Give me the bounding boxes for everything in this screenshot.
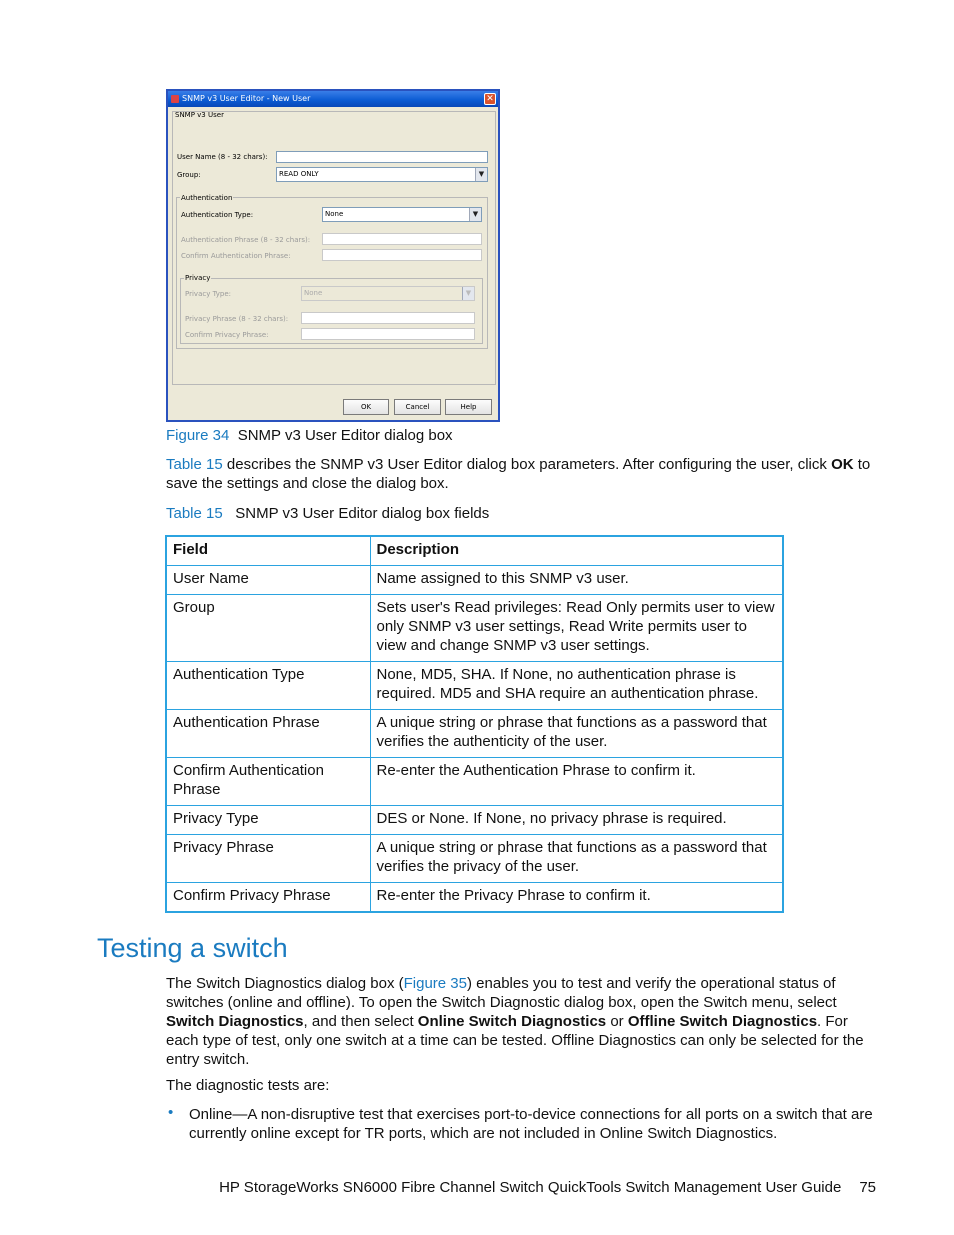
section-heading: Testing a switch [97, 933, 288, 963]
snmp-v3-user-group-label: SNMP v3 User [175, 111, 224, 119]
menu-item-name: Online Switch Diagnostics [417, 1013, 607, 1030]
menu-item-name: Switch Diagnostics [166, 1013, 304, 1030]
description-cell: Re-enter the Privacy Phrase to confirm it. [370, 883, 783, 913]
auth-type-label: Authentication Type: [181, 211, 254, 219]
table-link[interactable]: Table 15 [166, 456, 223, 473]
field-cell: Group [166, 595, 370, 662]
description-cell: None, MD5, SHA. If None, no authentication phrase is required. MD5 and SHA require an authentication phrase. [370, 662, 783, 710]
user-name-input[interactable] [276, 151, 488, 163]
cancel-button[interactable]: Cancel [394, 399, 441, 415]
intro-text-end: to save the settings and close the dialog box. [166, 456, 871, 492]
auth-type-value: None [325, 210, 344, 218]
table-caption [166, 505, 489, 522]
privacy-phrase-input[interactable] [301, 312, 475, 324]
field-cell: Confirm Privacy Phrase [166, 883, 370, 913]
table-label: Table 15 [166, 505, 223, 522]
paragraph-text: The Switch Diagnostics dialog box ( [166, 975, 404, 992]
section-paragraph [166, 974, 882, 1069]
paragraph-text: . For each type of test, only one switch at a time can be tested. Offline Diagnostics can only be selected for the entry switch. [166, 1013, 864, 1068]
dialog-title-bar [168, 91, 498, 107]
figure-label: Figure 34 [166, 427, 230, 444]
privacy-phrase-label: Privacy Phrase (8 - 32 chars): [185, 315, 289, 323]
description-cell: A unique string or phrase that functions as a password that verifies the privacy of the user. [370, 835, 783, 883]
intro-text: describes the SNMP v3 User Editor dialog box parameters. After configuring the user, click [222, 456, 832, 473]
page-number: 75 [859, 1179, 876, 1196]
auth-phrase-input[interactable] [322, 233, 482, 245]
figure-link[interactable]: Figure 35 [403, 975, 467, 992]
footer-title: HP StorageWorks SN6000 Fibre Channel Switch QuickTools Switch Management User Guide [219, 1179, 842, 1196]
auth-type-select[interactable] [322, 207, 482, 222]
field-cell: Privacy Phrase [166, 835, 370, 883]
group-select-value: READ ONLY [279, 170, 319, 178]
column-header: Field [166, 536, 370, 566]
authentication-group-label: Authentication [181, 194, 233, 202]
figure-caption-text: SNMP v3 User Editor dialog box [237, 427, 453, 444]
confirm-privacy-label: Confirm Privacy Phrase: [185, 331, 269, 339]
table-row [166, 806, 783, 835]
app-icon [171, 95, 179, 103]
chevron-down-icon[interactable]: ▼ [475, 168, 487, 181]
field-cell: Authentication Phrase [166, 710, 370, 758]
table-row [166, 595, 783, 662]
group-select[interactable] [276, 167, 488, 182]
confirm-auth-label: Confirm Authentication Phrase: [181, 252, 291, 260]
paragraph-text: , and then select [303, 1013, 418, 1030]
table-header-row [166, 536, 783, 566]
user-name-label: User Name (8 - 32 chars): [177, 153, 268, 161]
privacy-type-select[interactable] [301, 286, 475, 301]
table-row [166, 883, 783, 913]
privacy-type-value: None [304, 289, 323, 297]
intro-paragraph [166, 455, 878, 493]
menu-item-name: Offline Switch Diagnostics [627, 1013, 818, 1030]
field-cell: User Name [166, 566, 370, 595]
table-row [166, 662, 783, 710]
table-row [166, 566, 783, 595]
ok-keyword: OK [831, 456, 854, 473]
table-row [166, 835, 783, 883]
table-caption-text: SNMP v3 User Editor dialog box fields [235, 505, 490, 522]
field-cell: Authentication Type [166, 662, 370, 710]
fields-table [165, 535, 784, 913]
ok-button[interactable]: OK [343, 399, 389, 415]
page-footer [0, 1179, 876, 1196]
tests-intro: The diagnostic tests are: [166, 1077, 330, 1094]
confirm-auth-input[interactable] [322, 249, 482, 261]
privacy-type-label: Privacy Type: [185, 290, 232, 298]
help-button[interactable]: Help [445, 399, 492, 415]
field-cell: Confirm Authentication Phrase [166, 758, 370, 806]
description-cell: Sets user's Read privileges: Read Only permits user to view only SNMP v3 user settings, Read Write permits user to view and change SNMP v3 user settings. [370, 595, 783, 662]
description-cell: Re-enter the Authentication Phrase to confirm it. [370, 758, 783, 806]
paragraph-text: or [606, 1013, 628, 1030]
table-row [166, 710, 783, 758]
bullet-icon: • [168, 1104, 174, 1121]
field-cell: Privacy Type [166, 806, 370, 835]
close-icon[interactable]: ✕ [484, 93, 496, 105]
description-cell: Name assigned to this SNMP v3 user. [370, 566, 783, 595]
description-cell: DES or None. If None, no privacy phrase is required. [370, 806, 783, 835]
description-cell: A unique string or phrase that functions as a password that verifies the authenticity of the user. [370, 710, 783, 758]
chevron-down-icon[interactable]: ▼ [462, 287, 474, 300]
confirm-privacy-input[interactable] [301, 328, 475, 340]
chevron-down-icon[interactable]: ▼ [469, 208, 481, 221]
paragraph-text: ) enables you to test and verify the operational status of switches (online and offline). To open the Switch Diagnostic dialog box, open the Switch menu, select [166, 975, 837, 1011]
figure-caption [166, 427, 453, 444]
bullet-item: Online—A non-disruptive test that exercises port-to-device connections for all ports on a switch that are currently online except for TR ports, which are not included in Online Switch Diagnostics. [189, 1106, 873, 1142]
snmp-user-editor-dialog [166, 89, 500, 422]
dialog-title: SNMP v3 User Editor - New User [182, 94, 311, 103]
privacy-group-label: Privacy [185, 274, 211, 282]
column-header: Description [370, 536, 783, 566]
group-label: Group: [177, 171, 201, 179]
table-row [166, 758, 783, 806]
auth-phrase-label: Authentication Phrase (8 - 32 chars): [181, 236, 311, 244]
